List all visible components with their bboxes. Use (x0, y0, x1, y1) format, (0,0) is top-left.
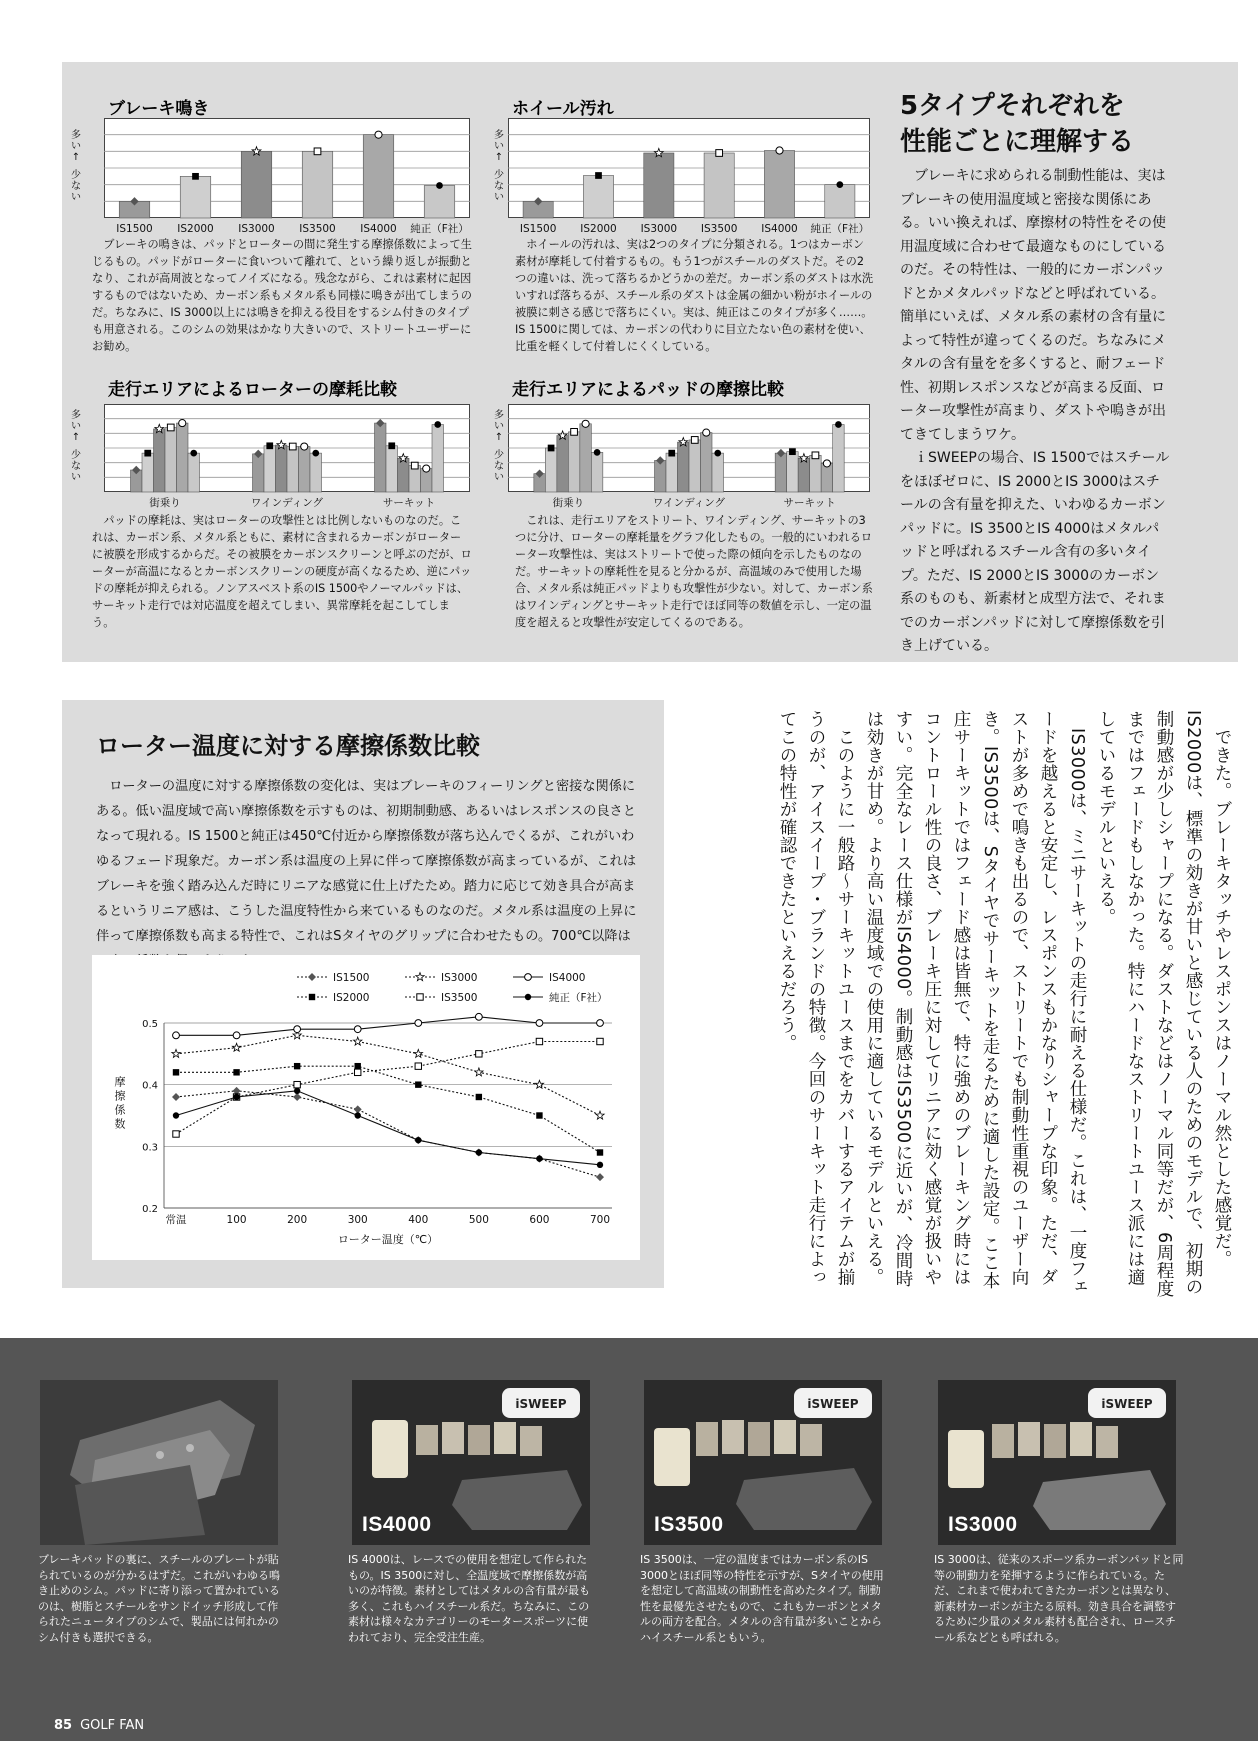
dust-ylabel-low: 少ない (494, 170, 504, 203)
rotor-wear-text: パッドの摩耗は、実はローターの攻撃性とは比例しないものなのだ。これは、カーボン系、メタル系ともに、素材に含まれるカーボンがローターに被膜を形成するからだ。その被膜をカーボンスクリーンと呼ぶのだが、ローターが高温になるとカーボンスクリーンの硬度が高くなるため、逆にパッドの摩耗が抑えられる。ノンアスベスト系のIS 1500やノーマルパッドは、サーキット走行では対応温度を超えてしまい、異常摩耗を起こしてしまう。 (92, 514, 472, 629)
category-label: IS2000 (177, 223, 214, 235)
square-marker (388, 442, 395, 449)
bar (142, 453, 154, 492)
dot-point (294, 1088, 300, 1094)
bar (264, 446, 276, 492)
photo-pad-shim (40, 1380, 278, 1545)
circle-marker (423, 465, 430, 472)
squeal-text: ブレーキの鳴きは、パッドとローターの間に発生する摩擦係数によって生じるもの。パッドがローターに食いついて離れて、という繰り返しが振動となり、これが高周波となってノイズになる。残念ながら、これは素材に起因するものではないため、カーボン系もメタル系も同様に鳴きが出てしまうのだ。ちなみに、IS 3000以上には鳴きを抑える役目をするシム付きのタイプも用意される。このシムの効果はかなり大きいので、ストリートユーザーにお勧め。 (92, 238, 472, 353)
column-paragraph-2: ｉSWEEPの場合、IS 1500ではスチールをほぼゼロに、IS 2000とIS 3000はスチールの含有量を抑えた、いわゆるカーボンパッドに。IS 3500とIS 4000はメタルパッドと呼ばれるスチール含有の多いタイプ。ただ、IS 2000とIS 3000のカーボン系のものも、新素材と成型方法で、それまでのカーボンパッドに対して摩擦係数を引き上げている。 (900, 450, 1170, 654)
circle-marker (375, 131, 382, 138)
square-marker (789, 448, 796, 455)
circle-point (415, 1020, 422, 1027)
bar (810, 455, 822, 492)
y-tick-label: 0.2 (142, 1204, 158, 1215)
open-square-marker (716, 150, 723, 157)
photo-caption-4: IS 3000は、従来のスポーツ系カーボンパッドと同等の制動力を発揮するように作られている。ただ、これまで使われてきたカーボンとは異なり、新素材カーボンが主たる原料。効き具合を調整するために少量のメタル素材も配合され、ロースチール系などとも呼ばれる。 (934, 1553, 1184, 1644)
rotor-wear-ylabel-high: 多い↑ (71, 410, 81, 443)
category-label: IS3000 (640, 223, 678, 235)
category-label: IS3500 (700, 223, 738, 235)
column-heading (900, 88, 1134, 160)
circle-point (233, 1032, 240, 1039)
open-square-marker (691, 437, 698, 444)
page-number: 85 (54, 1718, 73, 1733)
square-point (294, 1063, 300, 1069)
dot-marker (594, 449, 601, 456)
group-label: サーキット (783, 497, 836, 509)
bar (591, 452, 603, 492)
series-line (176, 1066, 600, 1152)
temperature-chart-box (92, 955, 640, 1260)
bar (666, 453, 678, 492)
temperature-section-title: ローター温度に対する摩擦係数比較 (96, 732, 480, 760)
is4000-photo-label: IS4000 (362, 1513, 432, 1536)
brake-pad-shim-image (40, 1380, 278, 1545)
vertical-paragraph-3: このように一般路〜サーキットユースまでをカバーするアイテムが揃うのが、アイスイープ・ブランドの特徴。今回のサーキット走行によってこの特性が確認できたといえるだろう。 (777, 710, 855, 1286)
dot-point (355, 1112, 361, 1118)
rotor-wear-ylabel-low: 少ない (71, 450, 81, 483)
group-label: 街乗り (552, 497, 585, 509)
group-label: ワインディング (250, 497, 324, 509)
series-line (176, 1042, 600, 1135)
bar (655, 460, 667, 492)
circle-marker (179, 419, 186, 426)
circle-marker (582, 420, 589, 427)
dot-marker (835, 421, 842, 428)
category-label: IS3000 (238, 223, 275, 235)
squeal-chart-title: ブレーキ鳴き (108, 99, 210, 119)
open-square-point (415, 1063, 421, 1069)
bar (287, 447, 299, 492)
diamond-point (596, 1173, 604, 1181)
square-marker (266, 442, 273, 449)
bar (689, 440, 701, 492)
category-label: IS1500 (519, 223, 557, 235)
bar (712, 453, 724, 492)
circle-marker (703, 429, 710, 436)
bar (241, 151, 272, 218)
dot-marker (434, 421, 441, 428)
square-point (415, 1081, 421, 1087)
circle-point (536, 1020, 543, 1027)
dust-chart-title: ホイール汚れ (512, 99, 614, 119)
bar (154, 429, 166, 492)
bar (375, 423, 387, 492)
series-line (176, 1017, 600, 1036)
circle-point (354, 1026, 361, 1033)
column-body (900, 165, 1172, 659)
diamond-point (172, 1093, 180, 1101)
legend-diamond (308, 973, 316, 981)
vertical-paragraph-1: できた。ブレーキタッチやレスポンスはノーマル然とした感覚だ。IS2000は、標準の効きが甘いと感じている人のためのモデルで、初期の制動感が少しシャープになる。ダストなどはノーマル同等だが、6周程度まではフェードもしなかった。特にハードなストリートユース派には適しているモデルといえる。 (1096, 710, 1232, 1298)
column-heading-line1: 5タイプそれぞれを (900, 91, 1125, 121)
photo-caption-2: IS 4000は、レースでの使用を想定して作られたもの。IS 3500に対し、全温度域で摩擦係数が高いのが特徴。素材としてはメタルの含有量が最も多く、これもハイスチール系だ。ちなみに、この素材は様々なカテゴリーのモータースポーツに使われており、完全受注生産。 (348, 1553, 590, 1644)
star-point (172, 1049, 180, 1057)
rotor-wear-chart (104, 404, 470, 510)
circle-point (173, 1032, 180, 1039)
dust-chart (508, 118, 870, 236)
page-footer (54, 1718, 144, 1733)
pad-friction-chart-title: 走行エリアによるパッドの摩擦比較 (512, 380, 784, 400)
photo-caption-3: IS 3500は、一定の温度まではカーボン系のIS 3000とほぼ同等の特性を示すが、Sタイヤの使用を想定して高温域の制動性を高めたタイプ。制動性を最優先させたもので、これもカーボンとメタルの両方を配合。メタルの含有量が多いことからハイスチール系ともいう。 (640, 1553, 884, 1644)
x-tick-label: 600 (529, 1214, 550, 1226)
square-marker (192, 173, 199, 180)
dust-ylabel-high: 多い↑ (494, 130, 504, 163)
legend-circle (525, 974, 532, 981)
square-point (597, 1149, 603, 1155)
dot-point (476, 1149, 482, 1155)
legend-label: IS4000 (549, 972, 586, 984)
column-paragraph-1: ブレーキに求められる制動性能は、実はブレーキの使用温度域と密接な関係にある。いい換えれば、摩擦材の特性をその使用温度域に合わせて最適なものにしているのだ。その特性は、一般的にカーボンパッドとかメタルパッドなどと呼ばれている。簡単にいえば、メタル系の素材の含有量によって特性が違ってくるのだ。ちなみにメタルの含有量をを多くすると、耐フェード性、初期レスポンスなどが高まる反面、ローター攻撃性が高まり、ダストや鳴きが出てきてしまうワケ。 (900, 168, 1166, 443)
category-label: IS2000 (580, 223, 617, 235)
pad-friction-chart (508, 404, 870, 510)
square-point (173, 1069, 179, 1075)
is3000-brand-logo: iSWEEP (1101, 1397, 1153, 1411)
open-square-marker (167, 424, 174, 431)
bar (704, 153, 734, 218)
group-label: 街乗り (149, 497, 181, 509)
legend-star (416, 973, 424, 981)
legend-dot (525, 994, 531, 1000)
circle-marker (776, 147, 783, 154)
temperature-section-text: ローターの温度に対する摩擦係数の変化は、実はブレーキのフィーリングと密接な関係にある。低い温度域で高い摩擦係数を示すものは、初期制動感、あるいはレスポンスの良さとなって現れる。IS 1500と純正は450℃付近から摩擦係数が落ち込んでくるが、これがいわゆるフェード現象だ。カーボン系は温度の上昇に伴って摩擦係数が高まっているが、これはブレーキを強く踏み込んだ時にリニアな感覚に仕上げたため。踏力に応じて効き具合が高まるというリニア感は、こうした温度特性から来ているものなのだ。メタル系は温度の上昇に伴って摩擦係数も高まる特性で、これはSタイヤのグリップに合わせたもの。700℃以降は (96, 779, 637, 944)
bar (363, 135, 394, 218)
group-label: ワインディング (652, 497, 726, 509)
square-point (476, 1094, 482, 1100)
open-square-point (597, 1038, 603, 1044)
star-point (475, 1068, 483, 1076)
legend-label: IS2000 (333, 992, 370, 1004)
squeal-chart (104, 118, 470, 236)
bar (398, 458, 410, 492)
bar (276, 445, 288, 492)
circle-marker (301, 443, 308, 450)
bar (432, 425, 444, 492)
circle-marker (823, 460, 830, 467)
dot-marker (436, 182, 443, 189)
vertical-article-text (728, 710, 1236, 1300)
dot-marker (714, 450, 721, 457)
dot-marker (836, 181, 843, 188)
category-label: IS1500 (116, 223, 153, 235)
legend-open-square (417, 994, 423, 1000)
x-tick-label: 500 (468, 1214, 489, 1226)
vertical-paragraph-2: IS3000は、ミニサーキットの走行に耐える仕様だ。これは、一度フェードを越えると安定し、レスポンスもかなりシャープな印象。ただ、ダストが多めで鳴きも出るので、ストリートでも制動性重視のユーザー向き。IS3500は、Sタイヤでサーキットを走るために適した設定。ここ本庄サーキットではフェード感は皆無で、特に強めのブレーキング時にはコントロール性の良さ、ブレーキ圧に対してリニアに効く感覚が扱いやすい。完全なレース仕様がIS4000。制動感はIS3500に近いが、冷間時は効きが甘め。より高い温度域での使用に適しているモデルといえる。 (864, 710, 1087, 1296)
dot-marker (312, 450, 319, 457)
bar (253, 454, 265, 492)
bar (409, 466, 421, 492)
x-tick-label: 400 (408, 1214, 429, 1226)
diamond-point (354, 1105, 362, 1113)
pad-friction-text: これは、走行エリアをストリート、ワインディング、サーキットの3つに分け、ローターの摩耗量をグラフ化したもの。一般的にいわれるローター攻撃性は、実はストリートで使った際の傾向を示したものなのだ。サーキットの摩耗性を見ると分かるが、高温域のみで使用した場合、メタル系は純正パッドよりも攻撃性が少ない。対して、カーボン系はワインディングとサーキット走行でほぼ同等の数値を示し、一定の温度を超えると攻撃性が安定してくるのである。 (515, 514, 873, 629)
bar (580, 424, 592, 492)
bar (701, 433, 713, 492)
star-point (414, 1049, 422, 1057)
legend-label: 純正（F社） (549, 992, 608, 1004)
x-tick-label: 100 (226, 1214, 247, 1226)
category-label: IS4000 (360, 223, 397, 235)
open-square-marker (289, 443, 296, 450)
bar (302, 151, 333, 218)
bar (180, 176, 211, 218)
dot-point (173, 1112, 179, 1118)
x-axis-label: ローター温度（℃） (337, 1233, 439, 1246)
legend-square (309, 994, 315, 1000)
open-square-point (294, 1081, 300, 1087)
star-point (354, 1037, 362, 1045)
square-marker (595, 172, 602, 179)
circle-point (475, 1013, 482, 1020)
bar (678, 442, 690, 492)
bar (299, 447, 311, 492)
photo-caption-1: ブレーキパッドの裏に、スチールのプレートが貼られているのが分かるはずだ。これがいわゆる鳴き止めのシム。パッドに寄り添って置かれているのは、樹脂とスチールをサンドイッチ形成して作られたニュータイプのシムで、製品には何れかのシム付きも選択できる。 (38, 1553, 280, 1644)
category-label: 純正（F社） (810, 223, 870, 235)
bar (583, 176, 613, 219)
bar (787, 452, 799, 492)
bar (545, 448, 557, 492)
y-tick-label: 0.3 (142, 1142, 158, 1154)
x-tick-label: 200 (287, 1214, 308, 1226)
y-tick-label: 0.4 (142, 1080, 158, 1092)
magazine-name: GOLF FAN (80, 1718, 145, 1733)
square-marker (548, 445, 555, 452)
is3500-photo-label: IS3500 (654, 1513, 724, 1536)
bar (798, 458, 810, 492)
squeal-ylabel-high: 多い↑ (71, 130, 81, 163)
star-point (596, 1111, 604, 1119)
bar (177, 423, 189, 492)
category-label: IS4000 (761, 223, 798, 235)
series-line (176, 1091, 600, 1165)
bar (188, 453, 200, 492)
star-point (535, 1080, 543, 1088)
y-axis-label: 摩擦係数 (114, 1075, 126, 1131)
square-marker (668, 450, 675, 457)
x-tick-label: 700 (589, 1214, 611, 1226)
dot-point (415, 1137, 421, 1143)
friction-temperature-chart (92, 955, 640, 1260)
square-marker (144, 450, 151, 457)
dust-text: ホイールの汚れは、実は2つのタイプに分類される。1つはカーボン素材が摩耗して付着するもの。もう1つがスチールのダストだ。その2つの違いは、洗って落ちるかどうかの差だ。カーボン系のダストは水洗いすれば落ちるが、スチール系のダストは金属の細かい粉がホイールの被膜に刺さる感じで落ちにくい。実は、純正はこのタイプが多く……。IS 1500に関しては、カーボンの代わりに目立たない色の素材を使い、比重を軽くして付着しにくくしている。 (515, 238, 874, 353)
bar (825, 185, 855, 218)
bar (833, 425, 845, 492)
is4000-brand-logo: iSWEEP (515, 1397, 567, 1411)
x-tick-label: 常温 (165, 1214, 187, 1226)
squeal-ylabel-low: 少ない (71, 170, 81, 203)
pad-friction-ylabel-low: 少ない (494, 450, 504, 483)
rotor-wear-chart-title: 走行エリアによるローターの摩耗比較 (108, 380, 397, 400)
dot-point (536, 1155, 542, 1161)
square-point (536, 1112, 542, 1118)
square-point (233, 1069, 239, 1075)
x-tick-label: 300 (347, 1214, 368, 1226)
legend-label: IS3000 (441, 972, 478, 984)
group-label: サーキット (382, 497, 436, 509)
bar (165, 427, 177, 492)
is3500-brand-logo: iSWEEP (807, 1397, 859, 1411)
open-square-point (476, 1051, 482, 1057)
diamond-point (293, 1093, 301, 1101)
category-label: IS3500 (299, 223, 336, 235)
open-square-marker (411, 462, 418, 469)
open-square-marker (314, 148, 321, 155)
star-point (232, 1043, 240, 1051)
open-square-point (173, 1131, 179, 1137)
legend-label: IS3500 (441, 992, 478, 1004)
open-square-point (355, 1069, 361, 1075)
legend-label: IS1500 (333, 972, 370, 984)
open-square-marker (571, 429, 578, 436)
y-tick-label: 0.5 (142, 1019, 158, 1030)
circle-point (294, 1026, 301, 1033)
photo-is3500 (644, 1380, 882, 1545)
circle-point (597, 1020, 604, 1027)
bar (568, 432, 580, 492)
column-heading-line2: 性能ごとに理解する (900, 127, 1135, 157)
dot-point (233, 1094, 239, 1100)
open-square-marker (812, 452, 819, 459)
pad-friction-ylabel-high: 多い↑ (494, 410, 504, 443)
series-line (176, 1091, 600, 1177)
bar (644, 153, 674, 218)
dot-marker (190, 450, 197, 457)
photo-is3000 (938, 1380, 1176, 1545)
bar (424, 186, 455, 219)
open-square-point (536, 1038, 542, 1044)
photo-is4000 (352, 1380, 590, 1545)
bar (821, 463, 833, 492)
is3000-photo-label: IS3000 (948, 1513, 1018, 1536)
dot-point (597, 1162, 603, 1168)
bar (775, 453, 787, 492)
square-point (355, 1063, 361, 1069)
bar (557, 436, 569, 492)
bar (310, 453, 322, 492)
bar (764, 151, 794, 219)
category-label: 純正（F社） (410, 223, 469, 235)
bar (386, 446, 398, 492)
